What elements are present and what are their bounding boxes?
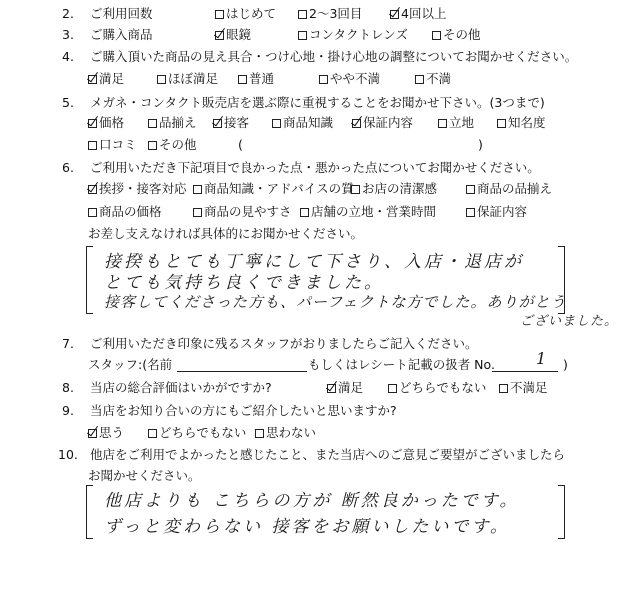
checkbox[interactable] xyxy=(499,384,508,393)
checkbox[interactable] xyxy=(319,75,328,84)
q10-handwritten-line: 他店よりも こちらの方が 断然良かったです。 xyxy=(104,491,520,511)
q9-option[interactable] xyxy=(255,425,316,441)
q10-question-cont: お聞かせください。 xyxy=(88,468,201,483)
q7-close-paren: ) xyxy=(563,357,568,372)
q6-option[interactable] xyxy=(193,181,354,197)
q6-answer-bracket-left xyxy=(86,246,93,314)
checkbox[interactable] xyxy=(300,208,309,217)
q5-option-label: 接客 xyxy=(224,115,250,130)
q2-option[interactable] xyxy=(215,6,276,22)
q5-option[interactable] xyxy=(213,115,249,131)
q8-option[interactable] xyxy=(327,380,363,396)
checkbox-checked[interactable] xyxy=(215,31,224,40)
q10-answer-bracket-right xyxy=(558,485,565,539)
q6-number: 6. xyxy=(62,160,74,175)
checkbox[interactable] xyxy=(388,384,397,393)
q10-handwritten-line: ずっと変わらない 接客をお願いしたいです。 xyxy=(104,517,511,537)
q5-other-paren-close: ) xyxy=(478,137,483,152)
q4-option[interactable] xyxy=(88,71,124,87)
q6-option[interactable] xyxy=(88,204,162,220)
checkbox[interactable] xyxy=(148,119,157,128)
q5-option-label: 口コミ xyxy=(99,137,137,152)
q10-question: 他店をご利用でよかったと感じたこと、また当店へのご意見ご要望がございましたら xyxy=(90,447,566,462)
checkbox[interactable] xyxy=(438,119,447,128)
q7-staff-name-line xyxy=(177,371,307,372)
q2-option-label: はじめて xyxy=(226,6,277,21)
checkbox-checked[interactable] xyxy=(88,185,97,194)
q6-option-label: 商品の見やすさ xyxy=(204,204,292,219)
q9-option-label: 思う xyxy=(99,425,125,440)
q4-option-label: 満足 xyxy=(99,71,125,86)
q8-option-label: 不満足 xyxy=(510,380,548,395)
q8-option-label: 満足 xyxy=(338,380,364,395)
q6-option[interactable] xyxy=(88,181,187,197)
checkbox-checked[interactable] xyxy=(327,384,336,393)
q3-number: 3. xyxy=(62,27,74,42)
q4-option[interactable] xyxy=(238,71,274,87)
q5-option[interactable] xyxy=(88,137,137,153)
checkbox[interactable] xyxy=(88,208,97,217)
q5-option[interactable] xyxy=(352,115,413,131)
q2-option-label: 2～3回目 xyxy=(309,6,363,21)
q3-option[interactable] xyxy=(215,27,251,43)
q5-option[interactable] xyxy=(148,137,197,153)
q4-option-label: ほぼ満足 xyxy=(168,71,219,86)
q3-option[interactable] xyxy=(432,27,481,43)
q3-option[interactable] xyxy=(298,27,408,43)
q7-staff-no-line xyxy=(492,371,558,372)
q9-option[interactable] xyxy=(148,425,246,441)
q5-option-label: 立地 xyxy=(449,115,475,130)
q6-option[interactable] xyxy=(351,181,437,197)
q6-handwritten-line: とても気持ち良くできました。 xyxy=(104,273,384,293)
q5-option[interactable] xyxy=(497,115,546,131)
checkbox[interactable] xyxy=(238,75,247,84)
checkbox[interactable] xyxy=(298,10,307,19)
checkbox[interactable] xyxy=(148,429,157,438)
q6-option-label: 保証内容 xyxy=(477,204,528,219)
checkbox[interactable] xyxy=(432,31,441,40)
q9-option-label: 思わない xyxy=(266,425,317,440)
checkbox-checked[interactable] xyxy=(390,10,399,19)
q6-option-label: 商品の品揃え xyxy=(477,181,553,196)
q8-number: 8. xyxy=(62,380,74,395)
q4-option-label: 不満 xyxy=(426,71,452,86)
checkbox[interactable] xyxy=(272,119,281,128)
q6-handwritten-line: ございました。 xyxy=(520,314,619,329)
q5-option[interactable] xyxy=(272,115,333,131)
checkbox[interactable] xyxy=(193,208,202,217)
q6-option-label: 店舗の立地・営業時間 xyxy=(311,204,437,219)
q3-question: ご購入商品 xyxy=(90,27,153,42)
checkbox[interactable] xyxy=(193,185,202,194)
q6-handwritten-line: 接揆もとても丁寧にして下さり、入店・退店が xyxy=(104,252,524,272)
checkbox-checked[interactable] xyxy=(88,75,97,84)
q7-number: 7. xyxy=(62,336,74,351)
q6-detail-prompt: お差し支えなければ具体的にお聞かせください。 xyxy=(88,226,364,241)
checkbox[interactable] xyxy=(415,75,424,84)
checkbox[interactable] xyxy=(88,141,97,150)
checkbox[interactable] xyxy=(466,208,475,217)
q5-option-label: 知名度 xyxy=(508,115,546,130)
q5-other-paren-open: ( xyxy=(238,137,243,152)
checkbox[interactable] xyxy=(351,185,360,194)
q2-option[interactable] xyxy=(390,6,446,22)
q2-number: 2. xyxy=(62,6,74,21)
q8-option-label: どちらでもない xyxy=(399,380,487,395)
q8-option[interactable] xyxy=(499,380,548,396)
q6-option[interactable] xyxy=(300,204,436,220)
q5-option-label: その他 xyxy=(159,137,197,152)
q6-option[interactable] xyxy=(193,204,292,220)
q4-option[interactable] xyxy=(415,71,451,87)
q6-option-label: 商品の価格 xyxy=(99,204,162,219)
q10-number: 10. xyxy=(58,447,78,462)
q2-option[interactable] xyxy=(298,6,362,22)
q4-option-label: 普通 xyxy=(249,71,275,86)
checkbox[interactable] xyxy=(298,31,307,40)
q6-option[interactable] xyxy=(466,204,527,220)
checkbox-checked[interactable] xyxy=(213,119,222,128)
q4-number: 4. xyxy=(62,49,74,64)
q5-option[interactable] xyxy=(438,115,474,131)
q2-option-label: 4回以上 xyxy=(401,6,447,21)
q5-question: メガネ・コンタクト販売店を選ぶ際に重視することをお聞かせ下さい。(3つまで) xyxy=(90,95,545,110)
checkbox[interactable] xyxy=(497,119,506,128)
q7-question: ご利用いただき印象に残るスタッフがおりましたらご記入ください。 xyxy=(90,336,478,351)
q5-option[interactable] xyxy=(148,115,197,131)
q10-answer-bracket-left xyxy=(86,485,93,539)
checkbox-checked[interactable] xyxy=(88,119,97,128)
checkbox[interactable] xyxy=(157,75,166,84)
q9-option-label: どちらでもない xyxy=(159,425,247,440)
q5-option[interactable] xyxy=(88,115,124,131)
q7-staff-label: スタッフ:(名前 xyxy=(88,357,173,372)
checkbox-checked[interactable] xyxy=(88,429,97,438)
q2-question: ご利用回数 xyxy=(90,6,153,21)
q4-question: ご購入頂いた商品の見え具合・つけ心地・掛け心地の調整についてお聞かせください。 xyxy=(90,49,578,64)
q5-option-label: 品揃え xyxy=(159,115,197,130)
checkbox[interactable] xyxy=(148,141,157,150)
q5-option-label: 保証内容 xyxy=(363,115,414,130)
q3-option-label: コンタクトレンズ xyxy=(309,27,408,42)
q4-option-label: やや不満 xyxy=(330,71,381,86)
q9-question: 当店をお知り合いの方にもご紹介したいと思いますか? xyxy=(90,403,397,418)
q6-option-label: お店の清潔感 xyxy=(362,181,438,196)
checkbox[interactable] xyxy=(215,10,224,19)
q6-option-label: 挨拶・接客対応 xyxy=(99,181,187,196)
q6-question: ご利用いただき下記項目で良かった点・悪かった点についてお聞かせください。 xyxy=(90,160,540,175)
checkbox[interactable] xyxy=(255,429,264,438)
q4-option[interactable] xyxy=(157,71,218,87)
q6-option-label: 商品知識・アドバイスの質 xyxy=(204,181,354,196)
q5-option-label: 価格 xyxy=(99,115,125,130)
q5-option-label: 商品知識 xyxy=(283,115,334,130)
q3-option-label: その他 xyxy=(443,27,481,42)
q8-question: 当店の総合評価はいかがですか? xyxy=(90,380,272,395)
q3-option-label: 眼鏡 xyxy=(226,27,252,42)
q6-handwritten-line: 接客してくださった方も、パーフェクトな方でした。ありがとう xyxy=(104,293,567,311)
q5-number: 5. xyxy=(62,95,74,110)
q7-receipt-label: もしくはレシート記載の扱者 No. xyxy=(308,357,495,372)
q4-option[interactable] xyxy=(319,71,380,87)
checkbox[interactable] xyxy=(466,185,475,194)
q6-option[interactable] xyxy=(466,181,552,197)
q9-number: 9. xyxy=(62,403,74,418)
checkbox-checked[interactable] xyxy=(352,119,361,128)
q7-staff-no-value: 1 xyxy=(536,349,550,368)
q8-option[interactable] xyxy=(388,380,486,396)
q9-option[interactable] xyxy=(88,425,124,441)
